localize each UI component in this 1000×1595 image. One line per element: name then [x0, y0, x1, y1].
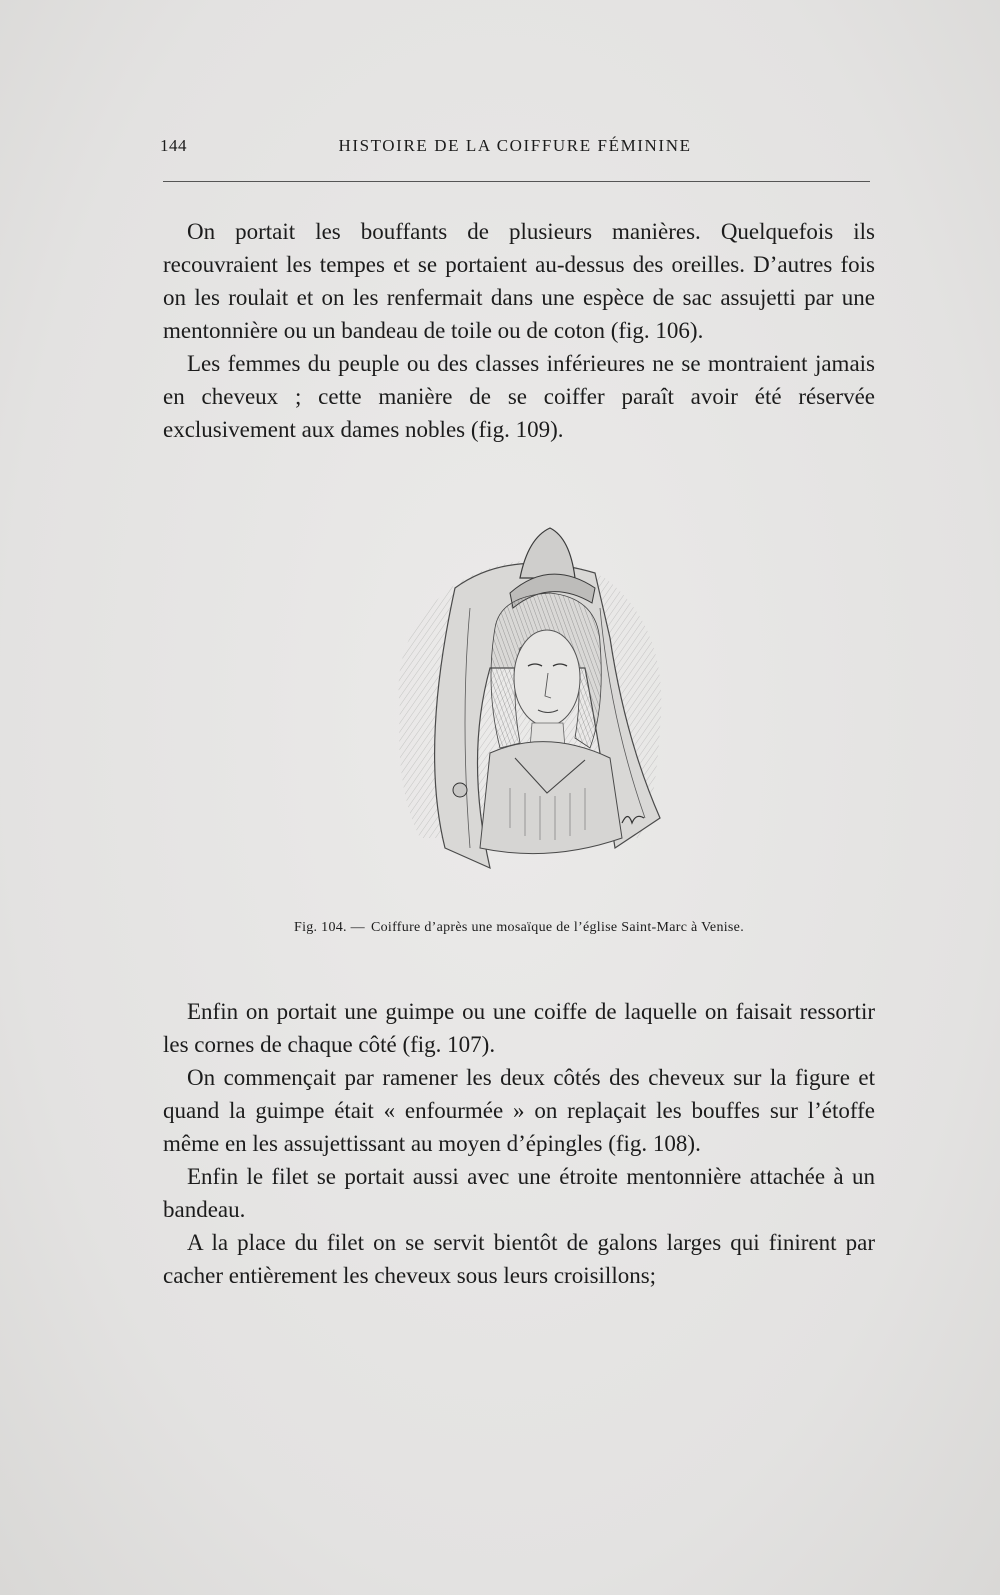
running-head: [160, 136, 870, 162]
figure-caption-text: Coiffure d’après une mosaïque de l’église Saint-Marc à Venise.: [370, 920, 744, 935]
figure-illustration: [360, 518, 690, 898]
portrait-engraving-image: [360, 518, 690, 898]
header-rule: [163, 181, 870, 182]
running-title: HISTOIRE DE LA COIFFURE FÉMININE: [338, 136, 692, 155]
page-number: 144: [160, 136, 187, 155]
paragraph: Enfin on portait une guimpe ou une coiffe de laquelle on faisait ressortir les cornes de chaque côté (fig. 107).: [163, 999, 875, 1057]
text-block-top: [163, 215, 875, 446]
text-block-bottom: [163, 995, 875, 1292]
paragraph: On commençait par ramener les deux côtés des cheveux sur la figure et quand la guimpe était « enfourmée » on replaçait les bouffes sur l’étoffe même en les assujettissant au moyen d’épingles (fig. 108).: [163, 1065, 875, 1156]
paragraph: On portait les bouffants de plusieurs manières. Quelquefois ils recouvraient les tempes et se portaient au-dessus des oreilles. D’autres fois on les roulait et on les renfermait dans une espèce de sac assujetti par une mentonnière ou un bandeau de toile ou de coton (fig. 106).: [163, 219, 875, 343]
paragraph: Enfin le filet se portait aussi avec une étroite mentonnière attachée à un bandeau.: [163, 1164, 875, 1222]
figure-label: Fig. 104. —: [293, 920, 365, 935]
figure-caption: [163, 920, 875, 936]
paragraph: Les femmes du peuple ou des classes inférieures ne se montraient jamais en cheveux ; cette manière de se coiffer paraît avoir été réservée exclusivement aux dames nobles (fig. 109).: [163, 351, 875, 442]
paragraph: A la place du filet on se servit bientôt de galons larges qui finirent par cacher entièrement les cheveux sous leurs croisillons;: [163, 1230, 875, 1288]
